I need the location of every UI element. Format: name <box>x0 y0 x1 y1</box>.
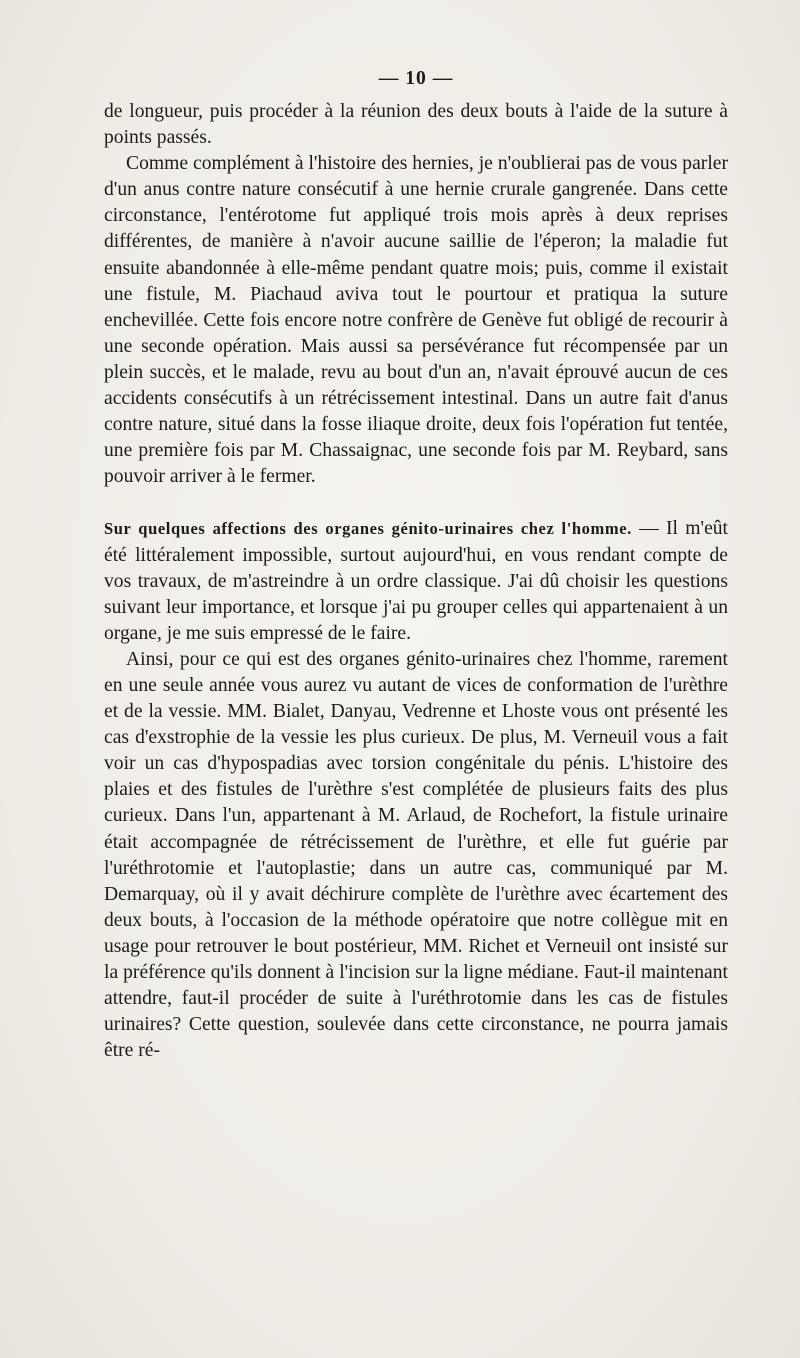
section-intro-paragraph <box>104 516 728 646</box>
section-title: Sur quelques affections des organes génito-urinaires chez l'homme. <box>104 519 632 539</box>
page-text <box>104 66 728 1064</box>
section-intro-text: Il m'eût été littéralement impossible, surtout aujourd'hui, en vous rendant compte de vos travaux, de m'astreindre à un ordre classique. J'ai dû choisir les questions suivant leur importance, et lorsque j'ai pu grouper celles qui appartenaient à un organe, je me suis empressé de le faire. <box>104 518 729 644</box>
page-number: — 10 — <box>378 68 454 89</box>
continuation-paragraph: de longueur, puis procéder à la réunion des deux bouts à l'aide de la suture à points passés. <box>104 101 728 149</box>
genito-urinary-paragraph: Ainsi, pour ce qui est des organes génito-urinaires chez l'homme, rarement en une seule année vous aurez vu autant de vices de conformation de l'urèthre et de la vessie. MM. Bialet, Danyau, Vedrenne et Lhoste vous ont présenté les cas d'exstrophie de la vessie les plus curieux. De plus, M. Verneuil vous a fait voir un cas d'hypospadias avec torsion congénitale du pénis. L'histoire des plaies et des fistules de l'urèthre s'est complétée de plusieurs faits des plus curieux. Dans l'un, appartenant à M. Arlaud, de Rochefort, la fistule urinaire était accompagnée de rétrécissement de l'urèthre, et elle fut guérie par l'uréthrotomie et l'autoplastie; dans un autre cas, communiqué par M. Demarquay, où il y avait déchirure complète de l'urèthre avec écartement des deux bouts, à l'occasion de la méthode opératoire que notre collègue mit en usage pour retrouver le bout postérieur, MM. Richet et Verneuil ont insisté sur la préférence qu'ils donnent à l'incision sur la ligne médiane. Faut-il maintenant attendre, faut-il procéder de suite à l'uréthrotomie dans les cas de fistules urinaires? Cette question, soulevée dans cette circonstance, ne pourra jamais être ré- <box>104 648 728 1062</box>
section-spacer <box>104 490 728 516</box>
section-separator: — <box>631 518 667 540</box>
hernia-paragraph: Comme complément à l'histoire des hernies, je n'oublierai pas de vous parler d'un anus contre nature consécutif à une hernie crurale gangrenée. Dans cette circonstance, l'entérotome fut appliqué trois mois après à deux reprises différentes, de manière à n'avoir aucune saillie de l'éperon; la maladie fut ensuite abandonnée à elle-même pendant quatre mois; puis, comme il existait une fistule, M. Piachaud aviva tout le pourtour et pratiqua la suture enchevillée. Cette fois encore notre confrère de Genève fut obligé de recourir à une seconde opération. Mais aussi sa persévérance fut récompensée par un plein succès, et le malade, revu au bout d'un an, n'avait éprouvé aucun de ces accidents consécutifs à un rétrécissement intestinal. Dans un autre fait d'anus contre nature, situé dans la fosse iliaque droite, deux fois l'opération fut tentée, une première fois par M. Chassaignac, une seconde fois par M. Reybard, sans pouvoir arriver à le fermer. <box>104 153 728 488</box>
